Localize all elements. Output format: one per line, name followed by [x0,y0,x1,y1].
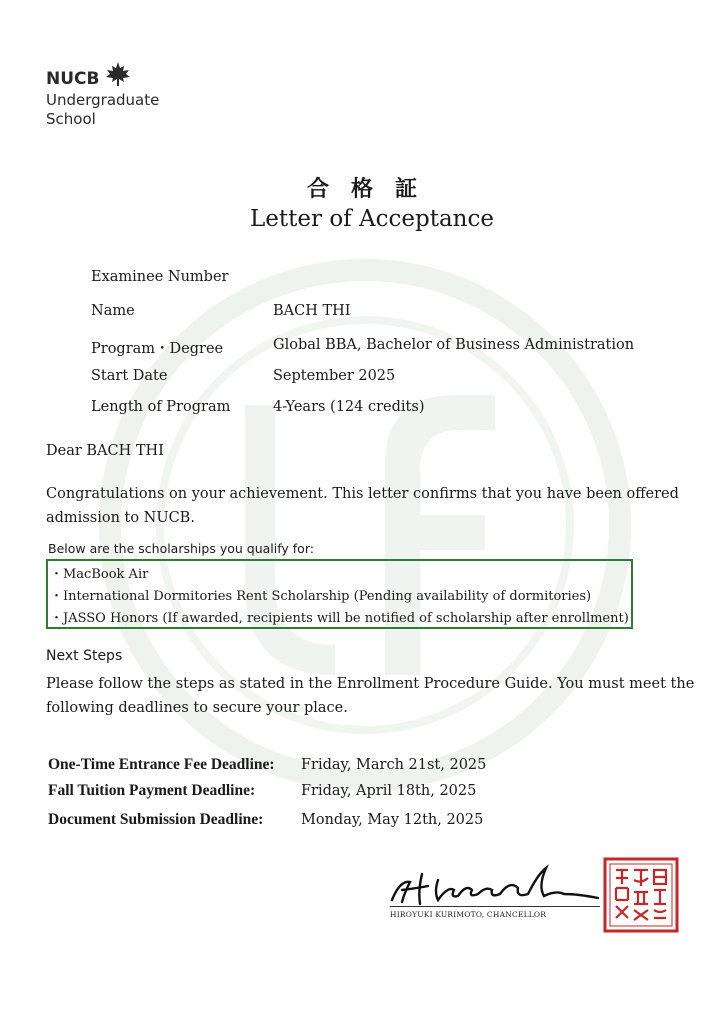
scholarships-heading: Below are the scholarships you qualify for: [48,541,314,556]
detail-value-start-date: September 2025 [273,368,396,384]
salutation: Dear BACH THI [46,443,164,459]
deadline-label-documents: Document Submission Deadline: [48,811,264,828]
title-english: Letter of Acceptance [250,206,494,232]
detail-value-name: BACH THI [273,303,351,319]
deadline-value-documents: Monday, May 12th, 2025 [301,812,484,828]
logo-line-school: School [46,110,96,128]
title-japanese: 合 格 証 [306,176,417,202]
signature-line [390,906,600,907]
chancellor-signature [388,860,608,910]
deadline-label-entrance-fee: One-Time Entrance Fee Deadline: [48,756,275,773]
next-steps-heading: Next Steps [46,648,123,664]
detail-label-length: Length of Program [91,399,231,415]
scholarship-item: ・International Dormitories Rent Scholarship (Pending availability of dormitories) [50,589,592,604]
logo-line-undergraduate: Undergraduate [46,91,160,109]
maple-leaf-icon [104,60,132,88]
detail-label-start-date: Start Date [91,368,168,384]
deadline-value-entrance-fee: Friday, March 21st, 2025 [301,757,487,773]
detail-label-name: Name [91,303,135,319]
detail-value-length: 4-Years (124 credits) [273,399,425,415]
intro-line-1: Congratulations on your achievement. This letter confirms that you have been offered [46,486,679,502]
detail-label-examinee-number: Examinee Number [91,269,229,285]
scholarship-item: ・MacBook Air [50,567,149,582]
detail-label-program: Program・Degree [91,341,224,357]
deadline-value-tuition: Friday, April 18th, 2025 [301,783,477,799]
next-steps-line-2: following deadlines to secure your place. [46,700,348,716]
intro-line-2: admission to NUCB. [46,510,195,526]
next-steps-line-1: Please follow the steps as stated in the Enrollment Procedure Guide. You must meet the [46,676,695,692]
detail-value-program: Global BBA, Bachelor of Business Administration [273,337,635,353]
signature-caption: HIROYUKI KURIMOTO, CHANCELLOR [390,910,547,919]
logo-name: NUCB [46,69,100,89]
deadline-label-tuition: Fall Tuition Payment Deadline: [48,782,256,799]
official-seal [602,856,680,934]
scholarship-item: ・JASSO Honors (If awarded, recipients will be notified of scholarship after enrollment) [50,611,629,626]
